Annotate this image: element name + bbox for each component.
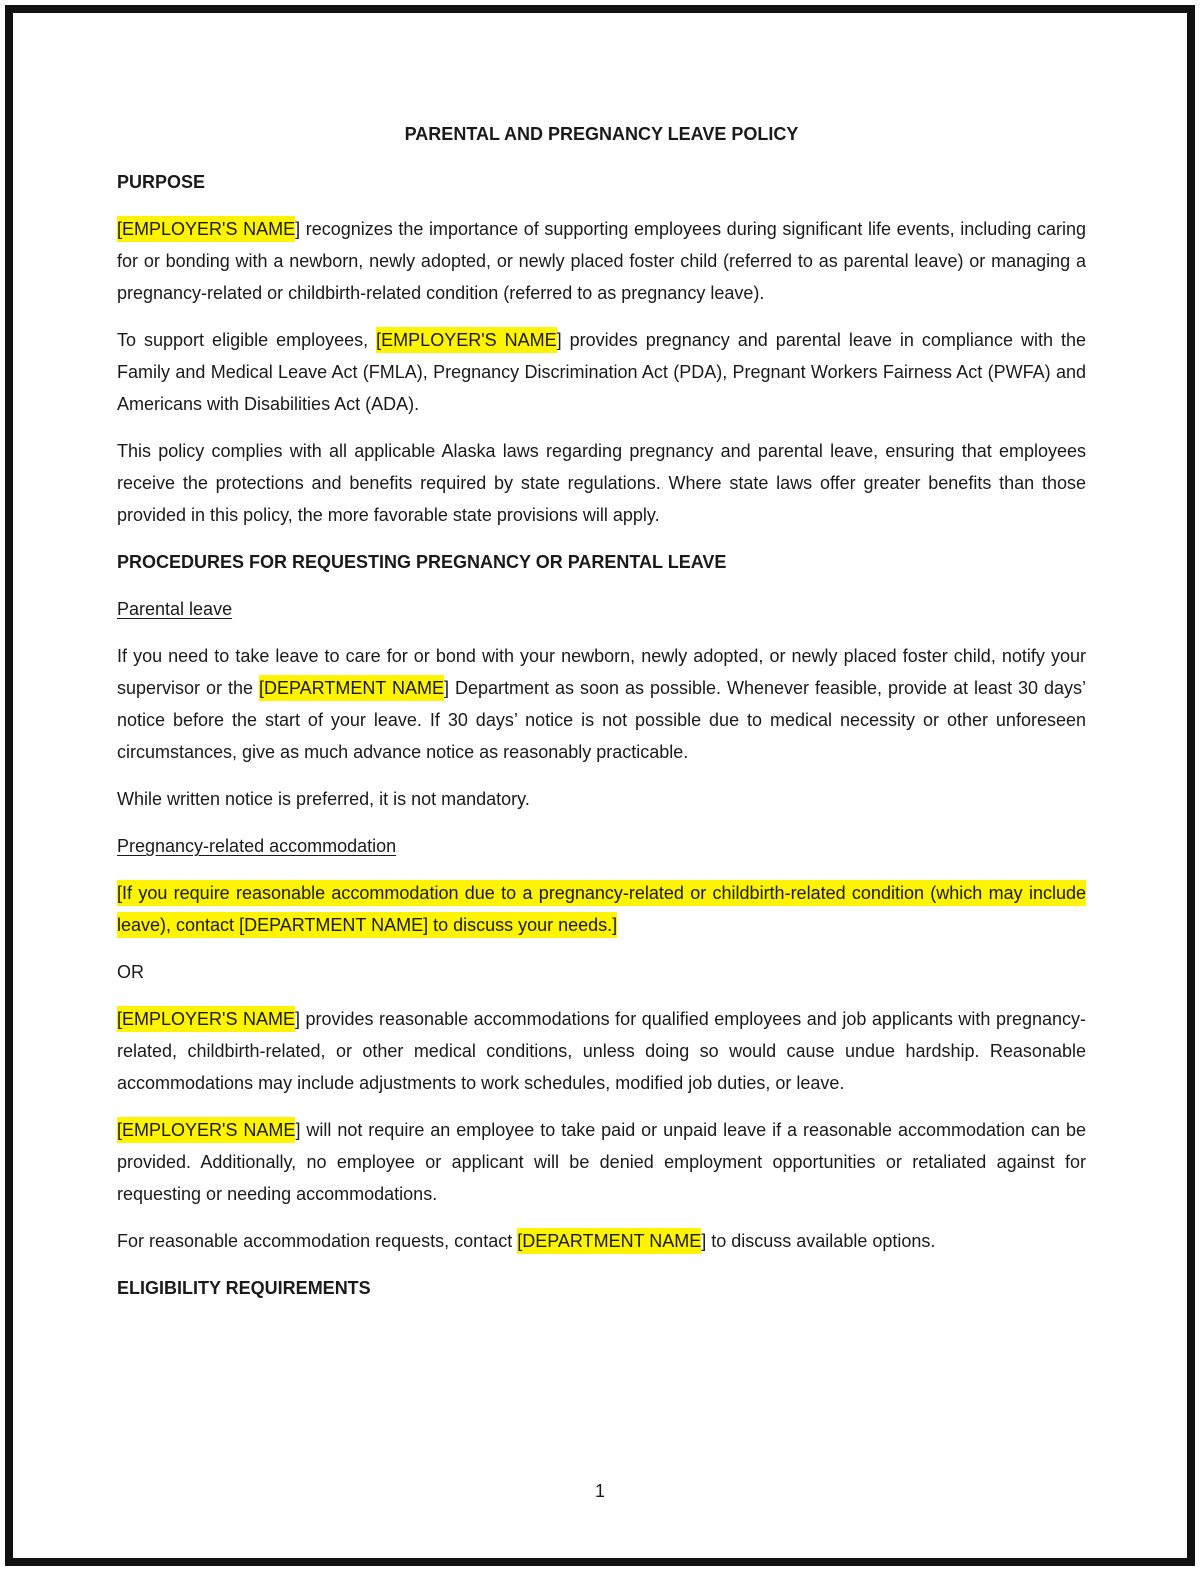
- body-text: ] to discuss available options.: [701, 1231, 936, 1251]
- highlighted-text: [EMPLOYER'S NAME: [117, 1006, 295, 1032]
- paragraph: [117, 324, 1086, 420]
- sub-heading: Pregnancy-related accommodation: [117, 836, 397, 856]
- paragraph: [117, 783, 1086, 815]
- highlighted-text: [EMPLOYER'S NAME: [117, 1117, 295, 1143]
- section-heading: PROCEDURES FOR REQUESTING PREGNANCY OR PARENTAL LEAVE: [117, 552, 727, 572]
- paragraph: [117, 877, 1086, 941]
- highlighted-text: [DEPARTMENT NAME: [517, 1228, 701, 1254]
- body-text: While written notice is preferred, it is not mandatory.: [117, 789, 530, 809]
- document-body: [117, 118, 1086, 1319]
- highlighted-text: [EMPLOYER'S NAME: [117, 216, 295, 242]
- section-heading: ELIGIBILITY REQUIREMENTS: [117, 1278, 371, 1298]
- body-text: ] recognizes the importance of supporting employees during significant life events, including caring for or bonding with a newborn, newly adopted, or newly placed foster child (referred to as parental leave) or managing a pregnancy-related or childbirth-related condition (referred to as pregnancy leave).: [117, 219, 1086, 303]
- body-text: OR: [117, 962, 144, 982]
- paragraph: [117, 1114, 1086, 1210]
- page-title: PARENTAL AND PREGNANCY LEAVE POLICY: [404, 124, 799, 144]
- body-text: To support eligible employees,: [117, 330, 377, 350]
- highlighted-text: [If you require reasonable accommodation due to a pregnancy-related or childbirth-related condition (which may include leave), contact [DEPARTMENT NAME] to discuss your needs.]: [117, 880, 1086, 938]
- paragraph: [117, 956, 1086, 988]
- body-text: ] provides pregnancy and parental leave in compliance with the Family and Medical Leave Act (FMLA), Pregnancy Discrimination Act (PDA), Pregnant Workers Fairness Act (PWFA) and Americans with Disabilities Act (ADA).: [117, 330, 1087, 414]
- body-text: If you need to take leave to care for or bond with your newborn, newly adopted, or newly placed foster child, notify your supervisor or the: [117, 646, 1086, 698]
- paragraph: [117, 435, 1086, 531]
- paragraph: [117, 1225, 1086, 1257]
- body-text: ] will not require an employee to take paid or unpaid leave if a reasonable accommodation can be provided. Additionally, no employee or applicant will be denied employment opportunities or retaliated against for requesting or needing accommodations.: [117, 1120, 1086, 1204]
- paragraph: [117, 1003, 1086, 1099]
- highlighted-text: [DEPARTMENT NAME: [259, 675, 444, 701]
- sub-heading: Parental leave: [117, 599, 233, 619]
- body-text: This policy complies with all applicable Alaska laws regarding pregnancy and parental leave, ensuring that employees receive the protections and benefits required by state regulations. Where state laws offer greater benefits than those provided in this policy, the more favorable state provisions will apply.: [117, 441, 1086, 525]
- body-text: For reasonable accommodation requests, contact: [117, 1231, 518, 1251]
- paragraph: [117, 213, 1086, 309]
- page-number: 1: [594, 1481, 605, 1501]
- paragraph: [117, 640, 1086, 768]
- body-text: ] provides reasonable accommodations for qualified employees and job applicants with pregnancy-related, childbirth-related, or other medical conditions, unless doing so would cause undue hardship. Reasonable accommodations may include adjustments to work schedules, modified job duties, or leave.: [117, 1009, 1086, 1093]
- body-text: ] Department as soon as possible. Whenever feasible, provide at least 30 days’ notice before the start of your leave. If 30 days’ notice is not possible due to medical necessity or other unforeseen circumstances, give as much advance notice as reasonably practicable.: [117, 678, 1086, 762]
- section-heading: PURPOSE: [117, 172, 206, 192]
- highlighted-text: [EMPLOYER'S NAME: [376, 327, 556, 353]
- document-blocks: [117, 166, 1086, 1304]
- page-border-frame: [5, 5, 1195, 1566]
